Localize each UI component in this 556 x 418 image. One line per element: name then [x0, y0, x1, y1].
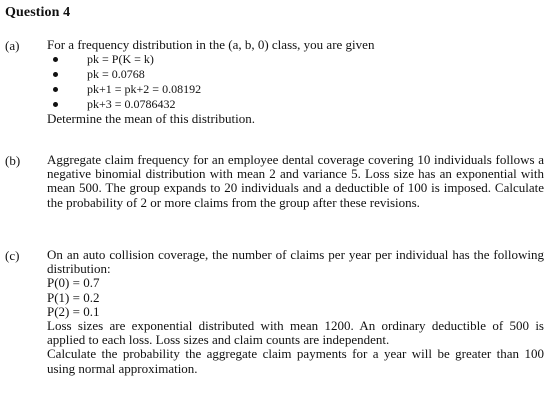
bullet-item	[47, 67, 544, 82]
bullet-item	[47, 97, 544, 112]
part-a-bullet-list	[47, 52, 544, 112]
bullet-text: pk = P(K = k)	[87, 52, 154, 67]
question-title: Question 4	[5, 5, 71, 20]
bullet-icon	[53, 57, 58, 62]
bullet-icon	[53, 102, 58, 107]
part-c-label: (c)	[5, 248, 20, 263]
part-a-label: (a)	[5, 38, 20, 53]
part-c-body	[47, 248, 544, 376]
part-a-intro: For a frequency distribution in the (a, b, 0) class, you are given	[47, 37, 375, 52]
part-c-loss-text: Loss sizes are exponential distributed with mean 1200. An ordinary deductible of 500 is applied to each loss. Loss sizes and claim counts are independent.	[47, 318, 544, 348]
part-b-label: (b)	[5, 153, 21, 168]
probability-line: P(0) = 0.7	[47, 275, 100, 291]
part-a-question: Determine the mean of this distribution.	[47, 111, 255, 127]
bullet-text: pk+3 = 0.0786432	[87, 97, 176, 112]
bullet-text: pk = 0.0768	[87, 67, 145, 82]
bullet-item	[47, 52, 544, 67]
bullet-icon	[53, 72, 58, 77]
part-b-text: Aggregate claim frequency for an employee dental coverage covering 10 individuals follows a negative binomial distribution with mean 2 and variance 5. Loss size has an exponential with mean 500. The group expands to 20 individuals and a deductible of 100 is imposed. Calculate the probability of 2 or more claims from the group after these revisions.	[47, 152, 544, 210]
bullet-item	[47, 82, 544, 97]
part-c-intro: On an auto collision coverage, the number of claims per year per individual has the following distribution:	[47, 247, 544, 277]
probability-line: P(2) = 0.1	[47, 303, 100, 319]
part-a-body	[47, 38, 544, 126]
bullet-text: pk+1 = pk+2 = 0.08192	[87, 82, 202, 97]
bullet-icon	[53, 87, 58, 92]
probability-line: P(1) = 0.2	[47, 289, 100, 305]
part-c-question: Calculate the probability the aggregate claim payments for a year will be greater than 100 using normal approximation.	[47, 346, 544, 376]
